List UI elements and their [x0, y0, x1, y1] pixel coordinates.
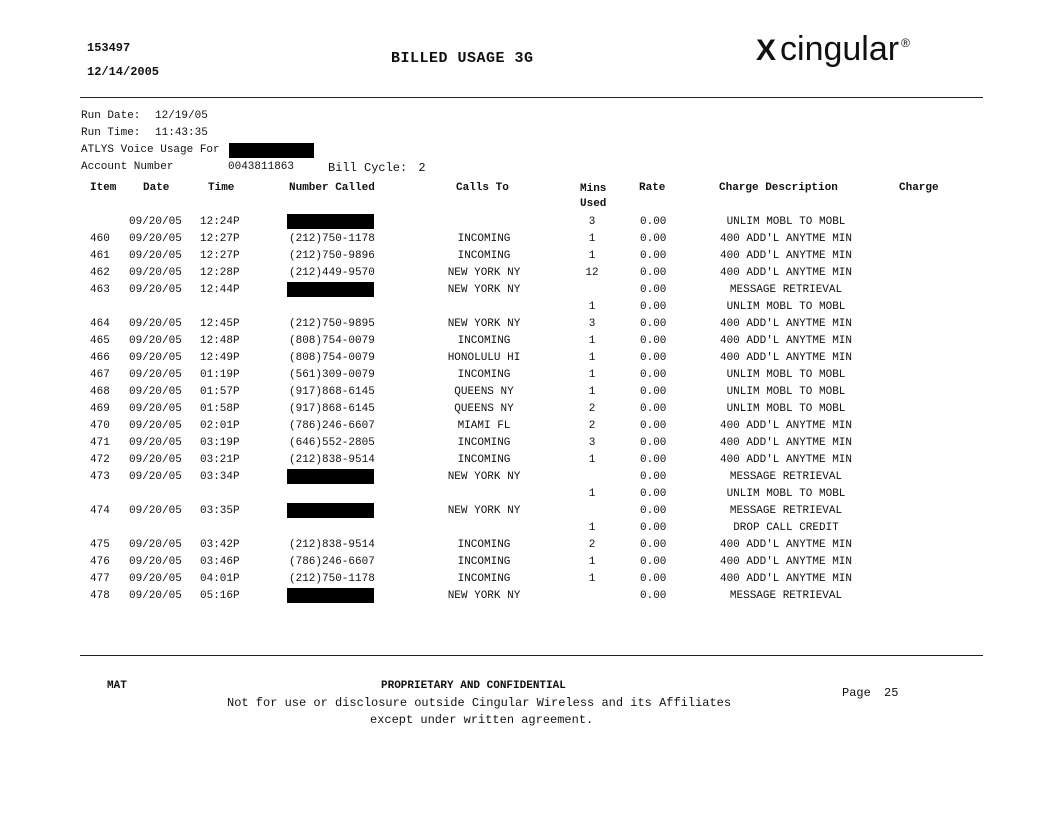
cell-item: 466 — [90, 352, 110, 364]
page-number — [842, 686, 898, 700]
cell-charge-description: 400 ADD'L ANYTME MIN — [719, 335, 853, 347]
cell-rate: 0.00 — [640, 216, 667, 228]
cell-item: 465 — [90, 335, 110, 347]
cell-calls-to: INCOMING — [457, 335, 511, 347]
cell-rate: 0.00 — [640, 284, 667, 296]
cell-date: 09/20/05 — [129, 454, 182, 466]
cell-item: 468 — [90, 386, 110, 398]
cell-charge-description: 400 ADD'L ANYTME MIN — [719, 352, 853, 364]
cell-date: 09/20/05 — [129, 403, 182, 415]
cell-date: 09/20/05 — [129, 420, 182, 432]
cell-mins-used: 3 — [588, 318, 596, 330]
col-date: Date — [143, 182, 170, 194]
cell-mins-used: 1 — [588, 369, 596, 381]
cell-calls-to: INCOMING — [457, 437, 511, 449]
cell-rate: 0.00 — [640, 539, 667, 551]
table-row — [0, 352, 1058, 369]
page-value: 25 — [884, 686, 899, 700]
cell-number-called: (212)750-1178 — [289, 573, 375, 585]
cingular-logo — [756, 30, 910, 69]
col-rate: Rate — [639, 182, 666, 194]
cell-calls-to: INCOMING — [457, 233, 511, 245]
cell-charge-description: 400 ADD'L ANYTME MIN — [719, 318, 853, 330]
cell-date: 09/20/05 — [129, 284, 182, 296]
cell-number-called: (646)552-2805 — [289, 437, 375, 449]
cell-item: 471 — [90, 437, 110, 449]
cell-calls-to: MIAMI FL — [457, 420, 511, 432]
table-row — [0, 539, 1058, 556]
cell-item: 462 — [90, 267, 110, 279]
footer-divider — [80, 655, 983, 656]
cell-number-called: (917)868-6145 — [289, 403, 375, 415]
cell-charge-description: MESSAGE RETRIEVAL — [729, 471, 843, 483]
table-row — [0, 250, 1058, 267]
cell-rate: 0.00 — [640, 233, 667, 245]
bill-cycle — [328, 161, 426, 175]
redacted-number — [287, 503, 374, 518]
redacted-number — [287, 588, 374, 603]
registered-mark: ® — [901, 36, 910, 50]
col-charge-description: Charge Description — [719, 182, 838, 194]
cell-charge-description: MESSAGE RETRIEVAL — [729, 590, 843, 602]
run-time-label: Run Time: — [81, 127, 141, 139]
header-divider — [80, 97, 983, 98]
cell-rate: 0.00 — [640, 301, 667, 313]
cell-rate: 0.00 — [640, 403, 667, 415]
cell-number-called: (917)868-6145 — [289, 386, 375, 398]
cell-rate: 0.00 — [640, 318, 667, 330]
cell-charge-description: 400 ADD'L ANYTME MIN — [719, 420, 853, 432]
cell-charge-description: 400 ADD'L ANYTME MIN — [719, 573, 853, 585]
cell-item: 478 — [90, 590, 110, 602]
cell-calls-to: INCOMING — [457, 539, 511, 551]
cell-charge-description: 400 ADD'L ANYTME MIN — [719, 267, 853, 279]
cell-time: 03:21P — [200, 454, 240, 466]
table-row — [0, 301, 1058, 318]
cell-rate: 0.00 — [640, 420, 667, 432]
cell-number-called: (212)838-9514 — [289, 454, 375, 466]
cell-time: 12:44P — [200, 284, 240, 296]
cell-time: 03:35P — [200, 505, 240, 517]
cell-calls-to: INCOMING — [457, 454, 511, 466]
cell-number-called: (786)246-6607 — [289, 556, 375, 568]
cell-item: 472 — [90, 454, 110, 466]
footer-disclaimer: Not for use or disclosure outside Cingular Wireless and its Affiliates — [227, 696, 732, 710]
cell-calls-to: NEW YORK NY — [447, 267, 521, 279]
cell-number-called: (212)838-9514 — [289, 539, 375, 551]
cell-mins-used: 2 — [588, 403, 596, 415]
col-calls-to: Calls To — [456, 182, 509, 194]
col-charge: Charge — [899, 182, 939, 194]
cell-mins-used: 1 — [588, 233, 596, 245]
cell-rate: 0.00 — [640, 250, 667, 262]
table-row — [0, 318, 1058, 335]
col-item: Item — [90, 182, 117, 194]
table-row — [0, 590, 1058, 607]
account-number-label: Account Number — [81, 161, 174, 173]
cell-calls-to: NEW YORK NY — [447, 318, 521, 330]
document-date: 12/14/2005 — [87, 65, 160, 79]
cell-item: 470 — [90, 420, 110, 432]
cell-number-called: (561)309-0079 — [289, 369, 375, 381]
cell-charge-description: 400 ADD'L ANYTME MIN — [719, 539, 853, 551]
cell-rate: 0.00 — [640, 522, 667, 534]
cell-mins-used: 1 — [588, 335, 596, 347]
cell-date: 09/20/05 — [129, 335, 182, 347]
cell-time: 12:28P — [200, 267, 240, 279]
run-time-value: 11:43:35 — [155, 127, 208, 139]
table-row — [0, 267, 1058, 284]
cell-mins-used: 1 — [588, 301, 596, 313]
cell-time: 01:57P — [200, 386, 240, 398]
cell-number-called: (808)754-0079 — [289, 352, 375, 364]
cell-calls-to: NEW YORK NY — [447, 471, 521, 483]
cell-date: 09/20/05 — [129, 590, 182, 602]
cell-date: 09/20/05 — [129, 471, 182, 483]
cell-item: 474 — [90, 505, 110, 517]
cell-time: 05:16P — [200, 590, 240, 602]
col-time: Time — [208, 182, 235, 194]
cell-rate: 0.00 — [640, 335, 667, 347]
cell-rate: 0.00 — [640, 386, 667, 398]
cell-rate: 0.00 — [640, 369, 667, 381]
table-row — [0, 505, 1058, 522]
cell-date: 09/20/05 — [129, 437, 182, 449]
cell-calls-to: NEW YORK NY — [447, 590, 521, 602]
cell-mins-used: 1 — [588, 454, 596, 466]
cell-item: 476 — [90, 556, 110, 568]
run-time-line — [81, 127, 208, 139]
table-row — [0, 437, 1058, 454]
cell-rate: 0.00 — [640, 488, 667, 500]
table-row — [0, 386, 1058, 403]
cell-charge-description: MESSAGE RETRIEVAL — [729, 284, 843, 296]
cell-time: 12:27P — [200, 250, 240, 262]
cell-time: 03:34P — [200, 471, 240, 483]
cell-time: 12:49P — [200, 352, 240, 364]
cell-date: 09/20/05 — [129, 250, 182, 262]
cell-charge-description: 400 ADD'L ANYTME MIN — [719, 437, 853, 449]
cell-mins-used: 1 — [588, 573, 596, 585]
cell-charge-description: UNLIM MOBL TO MOBL — [726, 386, 846, 398]
table-row — [0, 403, 1058, 420]
cell-mins-used: 3 — [588, 216, 596, 228]
cell-item: 475 — [90, 539, 110, 551]
logo-wordmark: cingular — [780, 30, 900, 68]
cell-time: 03:46P — [200, 556, 240, 568]
cell-time: 12:27P — [200, 233, 240, 245]
cell-number-called: (786)246-6607 — [289, 420, 375, 432]
usage-for-label: ATLYS Voice Usage For — [81, 144, 220, 156]
cell-item: 460 — [90, 233, 110, 245]
table-row — [0, 335, 1058, 352]
cell-rate: 0.00 — [640, 556, 667, 568]
cell-rate: 0.00 — [640, 454, 667, 466]
cell-date: 09/20/05 — [129, 505, 182, 517]
redacted-number — [287, 214, 374, 229]
cell-charge-description: 400 ADD'L ANYTME MIN — [719, 556, 853, 568]
cell-mins-used: 12 — [585, 267, 599, 279]
account-number-value: 0043811863 — [228, 161, 295, 173]
cell-date: 09/20/05 — [129, 556, 182, 568]
cell-charge-description: DROP CALL CREDIT — [733, 522, 839, 534]
cell-charge-description: UNLIM MOBL TO MOBL — [726, 301, 846, 313]
usage-for-line — [81, 144, 220, 156]
col-number-called: Number Called — [289, 182, 375, 194]
cell-charge-description: 400 ADD'L ANYTME MIN — [719, 454, 853, 466]
cell-charge-description: UNLIM MOBL TO MOBL — [726, 403, 846, 415]
document-id: 153497 — [87, 41, 131, 55]
cell-rate: 0.00 — [640, 267, 667, 279]
cell-calls-to: INCOMING — [457, 573, 511, 585]
cell-time: 01:58P — [200, 403, 240, 415]
cell-date: 09/20/05 — [129, 216, 182, 228]
cell-item: 467 — [90, 369, 110, 381]
redacted-subscriber — [229, 143, 314, 158]
cell-time: 12:48P — [200, 335, 240, 347]
footer-code: MAT — [107, 680, 127, 692]
cell-date: 09/20/05 — [129, 573, 182, 585]
cell-rate: 0.00 — [640, 352, 667, 364]
cell-charge-description: UNLIM MOBL TO MOBL — [726, 216, 846, 228]
cell-item: 473 — [90, 471, 110, 483]
cell-mins-used: 1 — [588, 488, 596, 500]
cell-charge-description: UNLIM MOBL TO MOBL — [726, 488, 846, 500]
footer-heading: PROPRIETARY AND CONFIDENTIAL — [381, 680, 566, 692]
cell-time: 12:45P — [200, 318, 240, 330]
cell-charge-description: 400 ADD'L ANYTME MIN — [719, 250, 853, 262]
cell-date: 09/20/05 — [129, 386, 182, 398]
cell-calls-to: QUEENS NY — [454, 386, 514, 398]
col-mins-used — [580, 182, 606, 212]
cell-date: 09/20/05 — [129, 352, 182, 364]
cell-item: 469 — [90, 403, 110, 415]
table-row — [0, 556, 1058, 573]
cell-rate: 0.00 — [640, 590, 667, 602]
cell-mins-used: 1 — [588, 250, 596, 262]
cell-charge-description: MESSAGE RETRIEVAL — [729, 505, 843, 517]
cell-date: 09/20/05 — [129, 233, 182, 245]
cell-rate: 0.00 — [640, 437, 667, 449]
footer-agreement: except under written agreement. — [370, 713, 594, 727]
bill-cycle-value: 2 — [418, 161, 426, 175]
cell-date: 09/20/05 — [129, 539, 182, 551]
redacted-number — [287, 282, 374, 297]
cell-mins-used: 1 — [588, 522, 596, 534]
cell-item: 461 — [90, 250, 110, 262]
cell-mins-used: 1 — [588, 556, 596, 568]
cell-charge-description: UNLIM MOBL TO MOBL — [726, 369, 846, 381]
table-row — [0, 454, 1058, 471]
cell-calls-to: NEW YORK NY — [447, 284, 521, 296]
cell-mins-used: 2 — [588, 420, 596, 432]
run-date-label: Run Date: — [81, 110, 141, 122]
cell-date: 09/20/05 — [129, 318, 182, 330]
cell-number-called: (808)754-0079 — [289, 335, 375, 347]
cell-number-called: (212)750-1178 — [289, 233, 375, 245]
cell-number-called: (212)750-9895 — [289, 318, 375, 330]
cell-number-called: (212)750-9896 — [289, 250, 375, 262]
cell-time: 02:01P — [200, 420, 240, 432]
cell-calls-to: INCOMING — [457, 556, 511, 568]
cell-calls-to: QUEENS NY — [454, 403, 514, 415]
page-label: Page — [842, 686, 871, 700]
cell-mins-used: 1 — [588, 386, 596, 398]
page-title: BILLED USAGE 3G — [391, 50, 534, 67]
cell-date: 09/20/05 — [129, 267, 182, 279]
cell-rate: 0.00 — [640, 505, 667, 517]
cell-mins-used: 3 — [588, 437, 596, 449]
cell-calls-to: INCOMING — [457, 250, 511, 262]
table-row — [0, 233, 1058, 250]
cell-time: 03:42P — [200, 539, 240, 551]
run-date-value: 12/19/05 — [155, 110, 208, 122]
cell-number-called: (212)449-9570 — [289, 267, 375, 279]
table-row — [0, 284, 1058, 301]
col-mins-line1: Mins — [580, 183, 607, 195]
table-row — [0, 488, 1058, 505]
table-row — [0, 471, 1058, 488]
cell-mins-used: 1 — [588, 352, 596, 364]
cell-calls-to: NEW YORK NY — [447, 505, 521, 517]
cell-item: 463 — [90, 284, 110, 296]
cell-item: 464 — [90, 318, 110, 330]
table-row — [0, 573, 1058, 590]
cell-mins-used: 2 — [588, 539, 596, 551]
bill-cycle-label: Bill Cycle: — [328, 161, 408, 175]
cell-rate: 0.00 — [640, 471, 667, 483]
cell-calls-to: INCOMING — [457, 369, 511, 381]
cell-item: 477 — [90, 573, 110, 585]
table-row — [0, 522, 1058, 539]
cell-rate: 0.00 — [640, 573, 667, 585]
cell-time: 01:19P — [200, 369, 240, 381]
redacted-number — [287, 469, 374, 484]
cell-calls-to: HONOLULU HI — [447, 352, 521, 364]
run-date-line — [81, 110, 208, 122]
col-mins-line2: Used — [580, 198, 607, 210]
table-row — [0, 216, 1058, 233]
cell-date: 09/20/05 — [129, 369, 182, 381]
cell-time: 03:19P — [200, 437, 240, 449]
cell-time: 04:01P — [200, 573, 240, 585]
cell-time: 12:24P — [200, 216, 240, 228]
cell-charge-description: 400 ADD'L ANYTME MIN — [719, 233, 853, 245]
cingular-x-icon: X — [756, 34, 777, 67]
table-row — [0, 369, 1058, 386]
table-row — [0, 420, 1058, 437]
